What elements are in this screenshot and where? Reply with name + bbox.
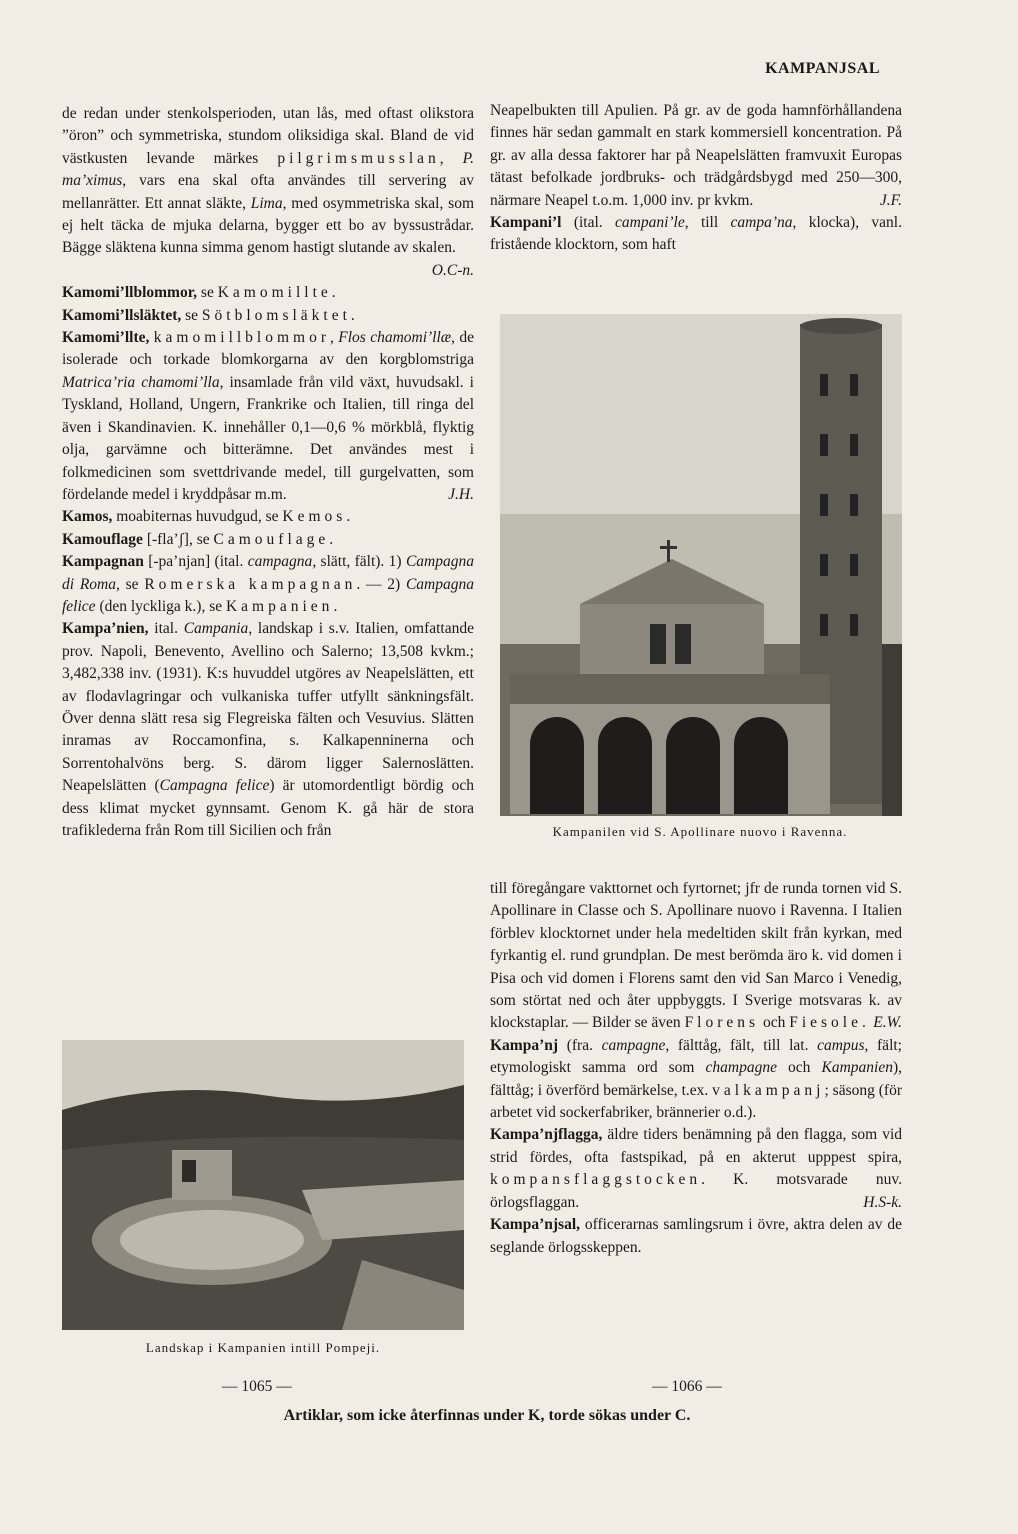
- text-run: Kampa’nien,: [62, 620, 149, 638]
- text-run: se: [197, 284, 218, 302]
- text-run: Kamomillte: [217, 284, 332, 302]
- page-number-left: — 1065 —: [222, 1378, 292, 1395]
- text-run: ,: [439, 149, 463, 167]
- text-run: , med osymmetriska skal, som ej helt täcka de mjuka delarna, bygger ett bo av byssustrådar. Bägge släktena kunna simma genom hastigt slutande av skalen.: [62, 194, 474, 257]
- left-column: [62, 103, 474, 842]
- text-run: Kamomi’llte,: [62, 329, 150, 347]
- author-signature: J.F.: [879, 191, 902, 209]
- article-entry: [490, 212, 902, 257]
- text-run: Kampagnan: [62, 553, 144, 571]
- text-run: Florens: [684, 1014, 760, 1032]
- text-run: , slätt, fält). 1): [312, 553, 406, 571]
- text-run: . K. motsvarade nuv. örlogsflaggan.: [490, 1171, 902, 1211]
- text-run: , klocka), vanl. fristående klocktorn, som haft: [490, 214, 902, 254]
- article-entry: [62, 327, 474, 506]
- text-run: [-pa’njan] (ital.: [143, 553, 248, 571]
- text-run: .: [346, 508, 351, 526]
- text-run: [-fla’ʃ], se: [142, 530, 214, 548]
- text-run: Kampa’njsal,: [490, 1216, 580, 1234]
- text-run: Neapelbukten till Apulien. På gr. av de goda hamnförhållandena finnes här sedan gammalt en stark kommersiell koncentration. På gr. av alla dessa faktorer har på Neapelslätten framvuxit Europas tätast befolkade jordbruks- och trädgårdsbygd med 250—300, närmare Neapel t.o.m. 1,000 inv. pr kvkm.: [490, 102, 902, 209]
- right-column-top: [490, 100, 902, 257]
- text-run: , fält; etymologiskt samma ord som: [490, 1036, 902, 1077]
- text-run: .: [350, 306, 355, 324]
- text-run: Kampanien: [821, 1059, 893, 1077]
- text-run: ,: [330, 329, 339, 347]
- text-run: Kamomi’llblommor,: [62, 284, 198, 302]
- text-run: champagne: [705, 1059, 777, 1077]
- text-run: Campagna felice: [62, 575, 474, 615]
- text-run: och: [759, 1014, 790, 1032]
- text-run: , till: [684, 214, 731, 232]
- text-run: campani’le: [615, 214, 685, 232]
- text-run: moabiternas huvudgud, se: [112, 508, 283, 526]
- text-run: , de isolerade och torkade blomkorgarna av den korgblomstriga: [62, 329, 475, 369]
- text-run: officerarnas samlingsrum i övre, aktra delen av de seglande örlogsskeppen.: [490, 1216, 902, 1256]
- text-run: Kampanien: [225, 597, 334, 615]
- article-entry: [490, 1035, 902, 1125]
- text-run: Kamos,: [62, 508, 113, 526]
- right-column-bottom: [490, 878, 902, 1259]
- page-number-right: — 1066 —: [652, 1378, 722, 1395]
- article-entry: [62, 618, 474, 842]
- text-run: campagne: [601, 1036, 666, 1054]
- text-run: campus: [817, 1036, 865, 1054]
- text-run: Campania: [183, 620, 249, 638]
- author-signature: H.S-k.: [863, 1193, 902, 1211]
- text-run: , insamlade från vild växt, huvudsakl. i Tyskland, Holland, Ungern, Frankrike och Italien, till ringa del även i Skandinavien. K. innehåller 0,1—0,6 % mörkblå, flyktig olja, garvämne och bitterämne. Det användes mest i folkmedicinen som svettdrivande medel, till gurgelvatten, som fördelande medel i kryddpåsar m.m.: [62, 373, 474, 503]
- article-entry: [490, 1214, 902, 1259]
- tower-caption: Kampanilen vid S. Apollinare nuovo i Ravenna.: [552, 824, 848, 839]
- text-run: Kampa’nj: [490, 1036, 559, 1054]
- text-run: ), fälttåg; i överförd bemärkelse, t.ex.: [490, 1059, 902, 1099]
- text-run: , se: [115, 575, 145, 593]
- text-run: , landskap i s.v. Italien, omfattande prov. Napoli, Benevento, Avellino och Salerno; 13,508 kvkm.; 3,482,338 inv. (1931). K:s huvuddel utgöres av Neapelslätten, ett av flodavlagringar och vulkaniska tuffer utfyllt sänkningsfält. Över denna slätt resa sig Flegreiska fälten och Vesuvius. Slätten inramas av Roccamonfina, s. Kalkapenninerna och Sorrentohalvöns berg. S. därom ligger Salernoslätten. Neapelslätten (: [62, 620, 474, 795]
- footer-note: Artiklar, som icke återfinnas under K, torde sökas under C.: [283, 1407, 691, 1424]
- text-run: .: [861, 1014, 866, 1032]
- text-run: Campagna di Roma: [62, 553, 474, 593]
- text-run: pilgrimsmusslan: [277, 149, 440, 167]
- article-entry: [62, 551, 474, 618]
- article-entry: [490, 100, 902, 212]
- text-run: ital.: [148, 620, 184, 638]
- text-run: Sötblomsläktet: [201, 306, 351, 324]
- text-run: Campagna felice: [159, 777, 270, 795]
- text-run: Matrica’ria chamomi’lla: [62, 373, 220, 391]
- text-run: Fiesole: [789, 1014, 862, 1032]
- text-run: kompansflaggstocken: [490, 1171, 702, 1189]
- text-run: . — 2): [356, 575, 406, 593]
- author-signature: E.W.: [873, 1014, 902, 1032]
- landscape-photo: [62, 1040, 464, 1330]
- text-run: (den lyckliga k.), se: [95, 597, 226, 615]
- text-run: se: [181, 306, 202, 324]
- landscape-photo-drawing: [62, 1040, 464, 1330]
- text-run: Kemos: [282, 508, 347, 526]
- article-entry: [62, 282, 474, 304]
- text-run: .: [333, 597, 338, 615]
- text-run: .: [329, 530, 334, 548]
- article-entry: [490, 878, 902, 1035]
- text-run: (ital.: [561, 214, 615, 232]
- tower-photo: [500, 314, 902, 816]
- article-entry: [62, 305, 474, 327]
- text-run: campa’na: [730, 214, 793, 232]
- text-run: Kamouflage: [62, 530, 143, 548]
- text-run: Camouflage: [213, 530, 330, 548]
- article-entry: [490, 1124, 902, 1214]
- text-run: (fra.: [558, 1036, 602, 1054]
- article-entry: [62, 529, 474, 551]
- text-run: Kampani’l: [490, 214, 562, 232]
- text-run: Kampa’njflagga,: [490, 1126, 603, 1144]
- text-run: Lima: [250, 194, 283, 212]
- text-run: P. ma’ximus: [62, 149, 475, 190]
- author-signature: O.C-n.: [431, 261, 474, 279]
- text-run: de redan under stenkolsperioden, utan lås, med oftast olikstora ”öron” och symmetriska, stundom oliksidiga skal. Bland de vid västkusten levande märkes: [62, 105, 474, 167]
- text-run: , vars ena skal ofta användes till servering av mellanrätter. Ett annat släkte,: [62, 172, 474, 212]
- text-run: äldre tiders benämning på den flagga, som vid strid fördes, ofta fastspikad, på en akterut uppрest spira,: [490, 1126, 902, 1166]
- article-entry: [62, 506, 474, 528]
- author-signature: J.H.: [448, 485, 474, 503]
- text-run: till föregångare vakttornet och fyrtornet; jfr de runda tornen vid S. Apollinare in Classe och S. Apollinare nuovo i Ravenna. I Italien förblev klocktornet under hela medeltiden skilt från kyrkan, med fyrkantig el. rund grundplan. De mest berömda äro k. vid domen i Pisa och vid domen i Florens samt den vid San Marco i Venedig, som störtat ned och åter uppbyggts. I Sverige motsvaras k. av klockstaplar. — Bilder se även: [490, 880, 902, 1032]
- article-entry: [62, 103, 474, 282]
- running-head: KAMPANJSAL: [765, 60, 880, 77]
- text-run: ) är utomordentligt bördig och dess klimat mycket gynnsamt. Genom K. gå här de stora trafiklederna från Rom till Sicilien och från: [62, 777, 475, 839]
- text-run: .: [331, 284, 336, 302]
- text-run: , fälttåg, fält, till lat.: [665, 1036, 818, 1054]
- text-run: Romerska kampagnan: [144, 575, 357, 593]
- landscape-caption: Landskap i Kampanien intill Pompeji.: [145, 1340, 381, 1355]
- text-run: och: [777, 1059, 822, 1077]
- text-run: campagna: [247, 553, 313, 571]
- text-run: Flos chamomi’llæ: [338, 329, 452, 347]
- text-run: kamomillblommor: [153, 329, 331, 347]
- text-run: valkampanj: [712, 1081, 825, 1099]
- tower-photo-drawing: [500, 314, 902, 816]
- text-run: Kamomi’llsläktet,: [62, 306, 182, 324]
- text-run: ; säsong (för arbetet vid sockerfabriker, brännerier o.d.).: [490, 1081, 902, 1122]
